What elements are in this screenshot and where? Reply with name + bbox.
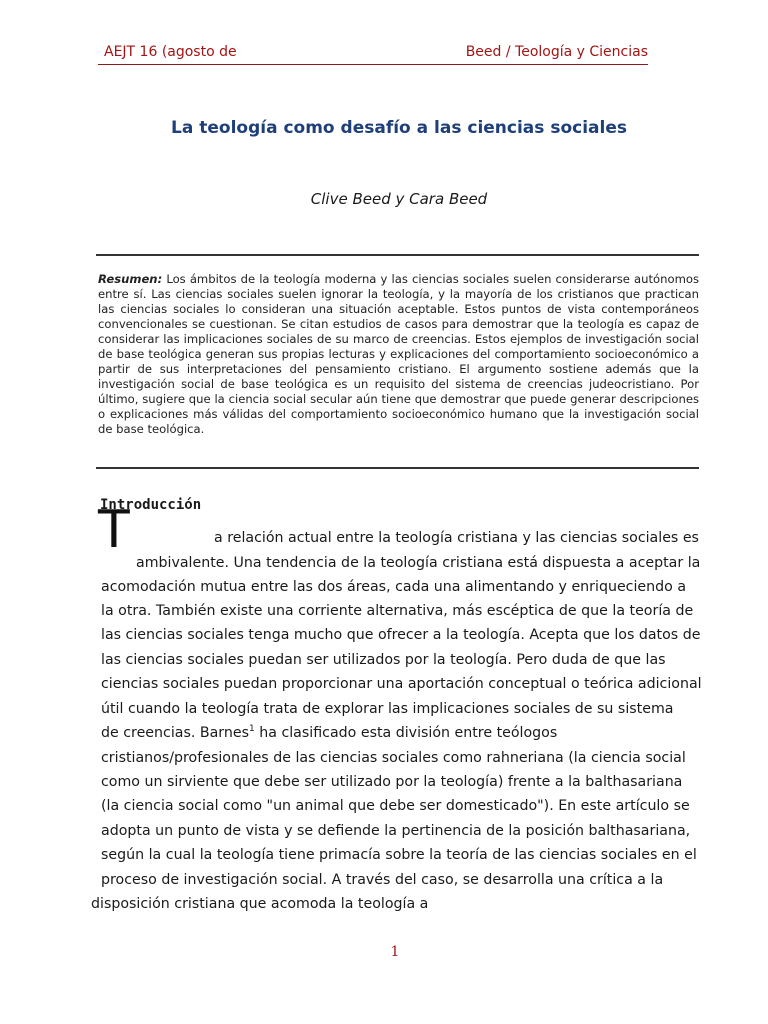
body-line: como un sirviente que debe ser utilizado por la teología) frente a la balthasariana bbox=[101, 774, 683, 790]
body-line: cristianos/profesionales de las ciencias sociales como rahneriana (la ciencia social bbox=[101, 750, 686, 766]
abstract-block bbox=[98, 272, 699, 437]
body-line: las ciencias sociales puedan ser utilizados por la teología. Pero duda de que las bbox=[101, 652, 666, 668]
body-line-text: de creencias. Barnes bbox=[101, 725, 249, 741]
body-line bbox=[101, 724, 557, 742]
body-line: adopta un punto de vista y se defiende la pertinencia de la posición balthasariana, bbox=[101, 823, 691, 839]
body-line: a relación actual entre la teología cristiana y las ciencias sociales es bbox=[214, 530, 699, 546]
header-authors-topic: Beed / Teología y Ciencias bbox=[465, 44, 648, 60]
body-line: ciencias sociales puedan proporcionar una aportación conceptual o teórica adicional bbox=[101, 676, 702, 692]
abstract-label: Resumen: bbox=[98, 272, 163, 286]
abstract-top-rule bbox=[96, 254, 699, 256]
article-authors: Clive Beed y Cara Beed bbox=[310, 190, 488, 208]
body-line: acomodación mutua entre las dos áreas, cada una alimentando y enriqueciendo a bbox=[101, 579, 687, 595]
body-line: según la cual la teología tiene primacía sobre la teoría de las ciencias sociales en el bbox=[101, 847, 697, 863]
article-title: La teología como desafío a las ciencias sociales bbox=[171, 118, 627, 138]
body-line: disposición cristiana que acomoda la teología a bbox=[91, 896, 429, 912]
body-line: proceso de investigación social. A través del caso, se desarrolla una crítica a la bbox=[101, 872, 664, 888]
body-line: la otra. También existe una corriente alternativa, más escéptica de que la teoría de bbox=[101, 603, 694, 619]
abstract-bottom-rule bbox=[96, 467, 699, 469]
page-number: 1 bbox=[390, 944, 400, 960]
footnote-marker[interactable]: 1 bbox=[249, 724, 255, 734]
body-line: las ciencias sociales tenga mucho que ofrecer a la teología. Acepta que los datos de bbox=[101, 627, 701, 643]
body-line-text: ha clasificado esta división entre teólogos bbox=[254, 725, 558, 741]
running-header bbox=[98, 44, 648, 65]
body-line: útil cuando la teología trata de explorar las implicaciones sociales de su sistema bbox=[101, 701, 674, 717]
body-line: ambivalente. Una tendencia de la teología cristiana está dispuesta a aceptar la bbox=[136, 555, 701, 571]
body-line: (la ciencia social como "un animal que debe ser domesticado"). En este artículo se bbox=[101, 798, 690, 814]
header-journal: AEJT 16 (agosto de bbox=[104, 44, 237, 60]
section-heading-introduccion: Introducción bbox=[100, 497, 202, 513]
abstract-text: Los ámbitos de la teología moderna y las ciencias sociales suelen considerarse autónomos entre sí. Las ciencias sociales suelen ignorar la teología, y la mayoría de los cristianos que practican las ciencias sociales lo consideran una situación aceptable. Estos puntos de vista contemporáneos convencionales se cuestionan. Se citan estudios de casos para demostrar que la teología es capaz de considerar las implicaciones sociales de su marco de creencias. Estos ejemplos de investigación social de base teológica generan sus propias lecturas y explicaciones del comportamiento socioeconómico a partir de sus interpretaciones del pensamiento cristiano. El argumento sostiene además que la investigación social de base teológica es un requisito del sistema de creencias judeocristiano. Por último, sugiere que la ciencia social secular aún tiene que demostrar que puede generar descripciones o explicaciones más válidas del comportamiento socioeconómico humano que la investigación social de base teológica. bbox=[98, 272, 700, 436]
drop-cap: T bbox=[98, 500, 130, 560]
